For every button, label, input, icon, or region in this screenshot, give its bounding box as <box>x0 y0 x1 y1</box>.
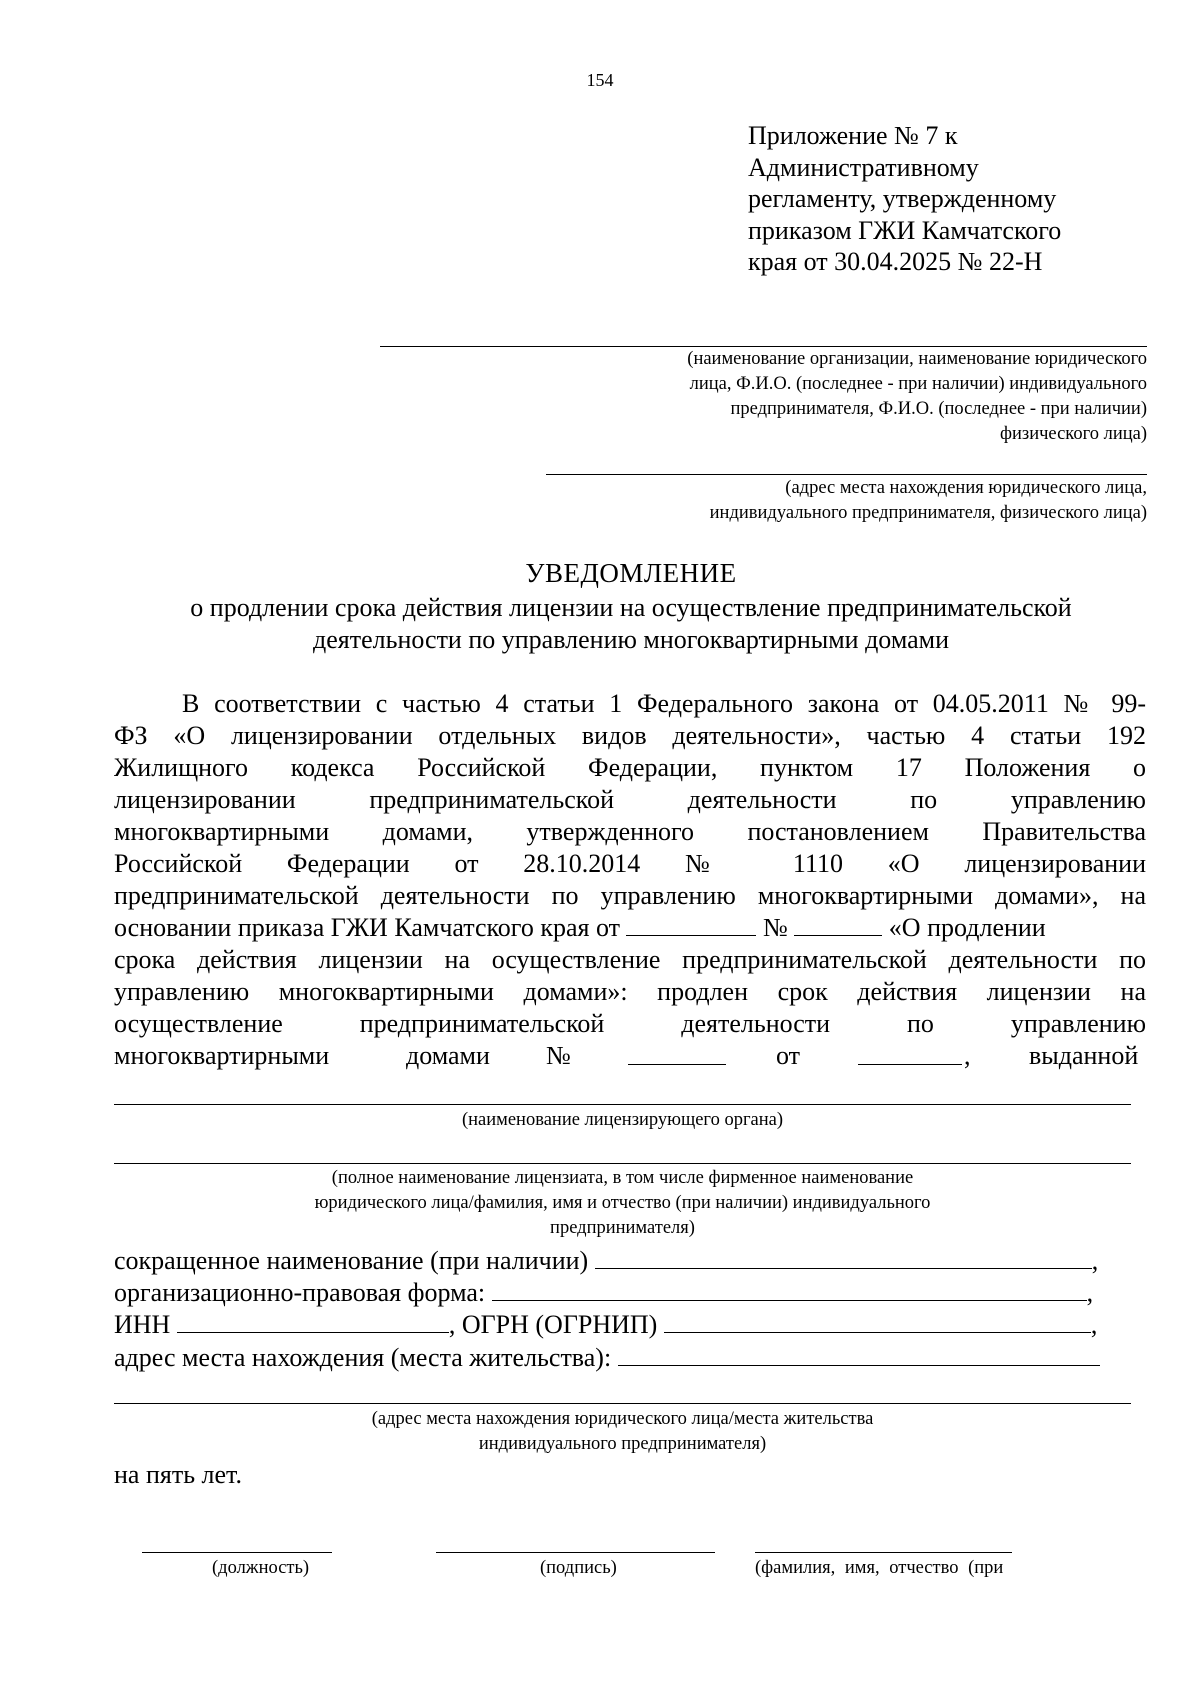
licensing-body-line[interactable] <box>114 1104 1131 1105</box>
signature-line[interactable] <box>436 1552 715 1553</box>
appendix-line: регламенту, утвержденному <box>748 184 1057 213</box>
body-line: ФЗ «О лицензировании отдельных видов деятельности», частью 4 статьи 192 <box>114 721 1146 750</box>
full-name-caption: (фамилия, имя, отчество (при <box>755 1558 1004 1578</box>
order-date-blank[interactable] <box>626 913 756 936</box>
address-line[interactable] <box>114 1403 1131 1404</box>
body-line: срока действия лицензии на осуществление предпринимательской деятельности по <box>114 945 1146 974</box>
appendix-line: Административному <box>748 152 979 182</box>
license-date-blank[interactable] <box>858 1042 962 1065</box>
ogrn-input[interactable] <box>664 1308 1091 1333</box>
body-line: Российской Федерации от 28.10.2014 № 1110 «О лицензировании <box>114 849 1146 878</box>
address-input[interactable] <box>618 1341 1100 1366</box>
position-line[interactable] <box>142 1552 332 1553</box>
recipient-address-line[interactable] <box>546 474 1147 475</box>
recipient-name-caption: (наименование организации, наименование юридического лица, Ф.И.О. (последнее - при наличии) индивидуального предпринимателя, Ф.И.О. (последнее - при наличии) физического лица) <box>687 349 1147 444</box>
legal-form-field: организационно-правовая форма: , <box>114 1278 1094 1307</box>
body-line-order: основании приказа ГЖИ Камчатского края от № «О продлении <box>114 913 1046 942</box>
signature-caption: (подпись) <box>540 1558 617 1578</box>
inn-ogrn-field: ИНН , ОГРН (ОГРНИП) , <box>114 1310 1098 1339</box>
licensee-caption: (полное наименование лицензиата, в том числе фирменное наименование юридического лица/фамилия, имя и отчество (при наличии) индивидуального предпринимателя) <box>314 1168 931 1238</box>
body-line: Жилищного кодекса Российской Федерации, пунктом 17 Положения о <box>114 753 1146 782</box>
document-title: УВЕДОМЛЕНИЕ <box>525 558 737 588</box>
address-field: адрес места нахождения (места жительства): <box>114 1341 1146 1373</box>
body-line: В соответствии с частью 4 статьи 1 Федерального закона от 04.05.2011 № 99- <box>182 689 1146 718</box>
body-line: многоквартирными домами, утвержденного постановлением Правительства <box>114 817 1146 846</box>
license-number-blank[interactable] <box>628 1042 726 1065</box>
short-name-field: сокращенное наименование (при наличии) , <box>114 1246 1099 1275</box>
appendix-line: Приложение № 7 к <box>748 121 958 150</box>
document-subtitle: о продлении срока действия лицензии на осуществление предпринимательской деятельности по управлению многоквартирными домами <box>190 593 1072 654</box>
body-line: осуществление предпринимательской деятельности по управлению <box>114 1009 1146 1038</box>
legal-form-input[interactable] <box>492 1276 1087 1301</box>
closing-text: на пять лет. <box>114 1460 242 1489</box>
appendix-block <box>748 120 1061 278</box>
full-name-line[interactable] <box>755 1552 1012 1553</box>
body-line: управлению многоквартирными домами»: продлен срок действия лицензии на <box>114 977 1146 1006</box>
page-number: 154 <box>586 70 614 90</box>
appendix-line: приказом ГЖИ Камчатского <box>748 215 1062 245</box>
body-line-license: многоквартирными домами № от , выданной <box>114 1041 1139 1070</box>
body-line: лицензировании предпринимательской деятельности по управлению <box>114 785 1146 814</box>
order-number-blank[interactable] <box>794 913 882 936</box>
appendix-line: края от 30.04.2025 № 22-Н <box>748 247 1043 276</box>
short-name-input[interactable] <box>595 1244 1092 1269</box>
address-caption: (адрес места нахождения юридического лица/места жительства индивидуального предпринимателя) <box>371 1409 874 1454</box>
licensing-body-caption: (наименование лицензирующего органа) <box>461 1110 784 1130</box>
inn-input[interactable] <box>177 1308 449 1333</box>
body-line: предпринимательской деятельности по управлению многоквартирными домами», на <box>114 881 1146 910</box>
licensee-line[interactable] <box>114 1163 1131 1164</box>
recipient-address-caption: (адрес места нахождения юридического лица, индивидуального предпринимателя, физического лица) <box>709 478 1147 523</box>
position-caption: (должность) <box>212 1558 310 1578</box>
